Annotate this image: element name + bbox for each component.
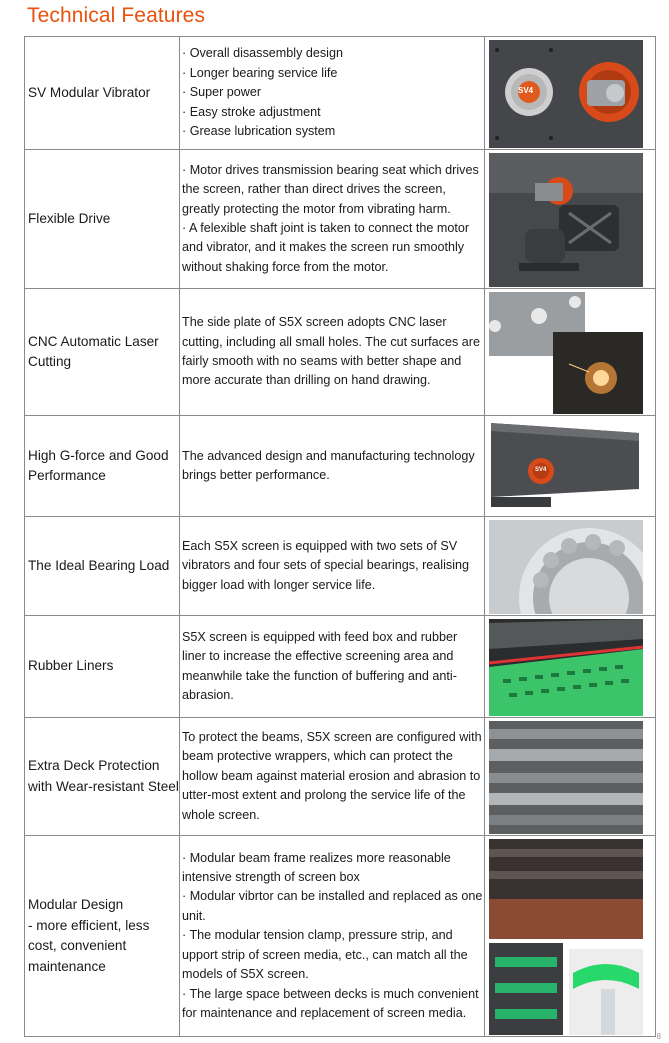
- modular-design-photo: [489, 839, 643, 1035]
- feature-name: High G-force and Good Performance: [25, 416, 180, 517]
- feature-name: Extra Deck Protection with Wear-resistant Steel: [25, 718, 180, 836]
- feature-photo-cell: [485, 718, 656, 836]
- laser-cutting-photo: [489, 292, 643, 414]
- rubber-liner-photo: [489, 619, 643, 716]
- vibrator-photo: [489, 40, 643, 148]
- vibrator-badge: SV4: [535, 466, 547, 473]
- feature-description: · Overall disassembly design · Longer bearing service life · Super power · Easy stroke adjustment · Grease lubrication system: [180, 37, 485, 150]
- feature-description: The advanced design and manufacturing technology brings better performance.: [180, 416, 485, 517]
- feature-name: CNC Automatic Laser Cutting: [25, 289, 180, 416]
- feature-photo-cell: [485, 517, 656, 616]
- feature-photo-cell: [485, 289, 656, 416]
- feature-description: · Motor drives transmission bearing seat which drives the screen, rather than direct drives the screen, greatly protecting the motor from vibrating harm. · A felexible shaft joint is taken to connect the motor and vibrator, and it makes the screen run smoothly without shaking force from the motor.: [180, 150, 485, 289]
- table-row: [25, 616, 656, 718]
- feature-name: SV Modular Vibrator: [25, 37, 180, 150]
- table-row: [25, 37, 656, 150]
- page-number: 8: [656, 1032, 661, 1041]
- feature-photo-cell: [485, 836, 656, 1037]
- table-row: [25, 289, 656, 416]
- feature-description: · Modular beam frame realizes more reasonable intensive strength of screen box · Modular vibrtor can be installed and replaced as one unit. · The modular tension clamp, pressure strip, and upport strip of screen media, etc., can match all the models of S5X screen. · The large space between decks is much convenient for maintenance and replacement of screen media.: [180, 836, 485, 1037]
- feature-name: Flexible Drive: [25, 150, 180, 289]
- table-row: [25, 517, 656, 616]
- feature-name: Rubber Liners: [25, 616, 180, 718]
- deck-protection-photo: [489, 721, 643, 834]
- vibrator-badge: SV4: [518, 85, 534, 95]
- table-row: [25, 836, 656, 1037]
- flexible-drive-photo: [489, 153, 643, 287]
- bearing-photo: [489, 520, 643, 614]
- feature-description: S5X screen is equipped with feed box and rubber liner to increase the effective screening area and meanwhile take the function of buffering and anti-abrasion.: [180, 616, 485, 718]
- feature-description: Each S5X screen is equipped with two sets of SV vibrators and four sets of special bearings, realising bigger load with longer service life.: [180, 517, 485, 616]
- feature-photo-cell: [485, 37, 656, 150]
- feature-name: Modular Design - more efficient, less cost, convenient maintenance: [25, 836, 180, 1037]
- table-row: [25, 416, 656, 517]
- feature-name: The Ideal Bearing Load: [25, 517, 180, 616]
- page-title: Technical Features: [27, 4, 206, 27]
- feature-photo-cell: [485, 616, 656, 718]
- table-row: [25, 718, 656, 836]
- screen-body-photo: [489, 419, 643, 515]
- features-table: [24, 36, 656, 1037]
- feature-description: To protect the beams, S5X screen are configured with beam protective wrappers, which can protect the hollow beam against material erosion and abrasion to utter-most extent and prolong the service life of the whole screen.: [180, 718, 485, 836]
- feature-photo-cell: [485, 150, 656, 289]
- feature-photo-cell: [485, 416, 656, 517]
- feature-description: The side plate of S5X screen adopts CNC laser cutting, including all small holes. The cut surfaces are fairly smooth with no seams with better shape and more accurate than drilling on hand drawing.: [180, 289, 485, 416]
- table-row: [25, 150, 656, 289]
